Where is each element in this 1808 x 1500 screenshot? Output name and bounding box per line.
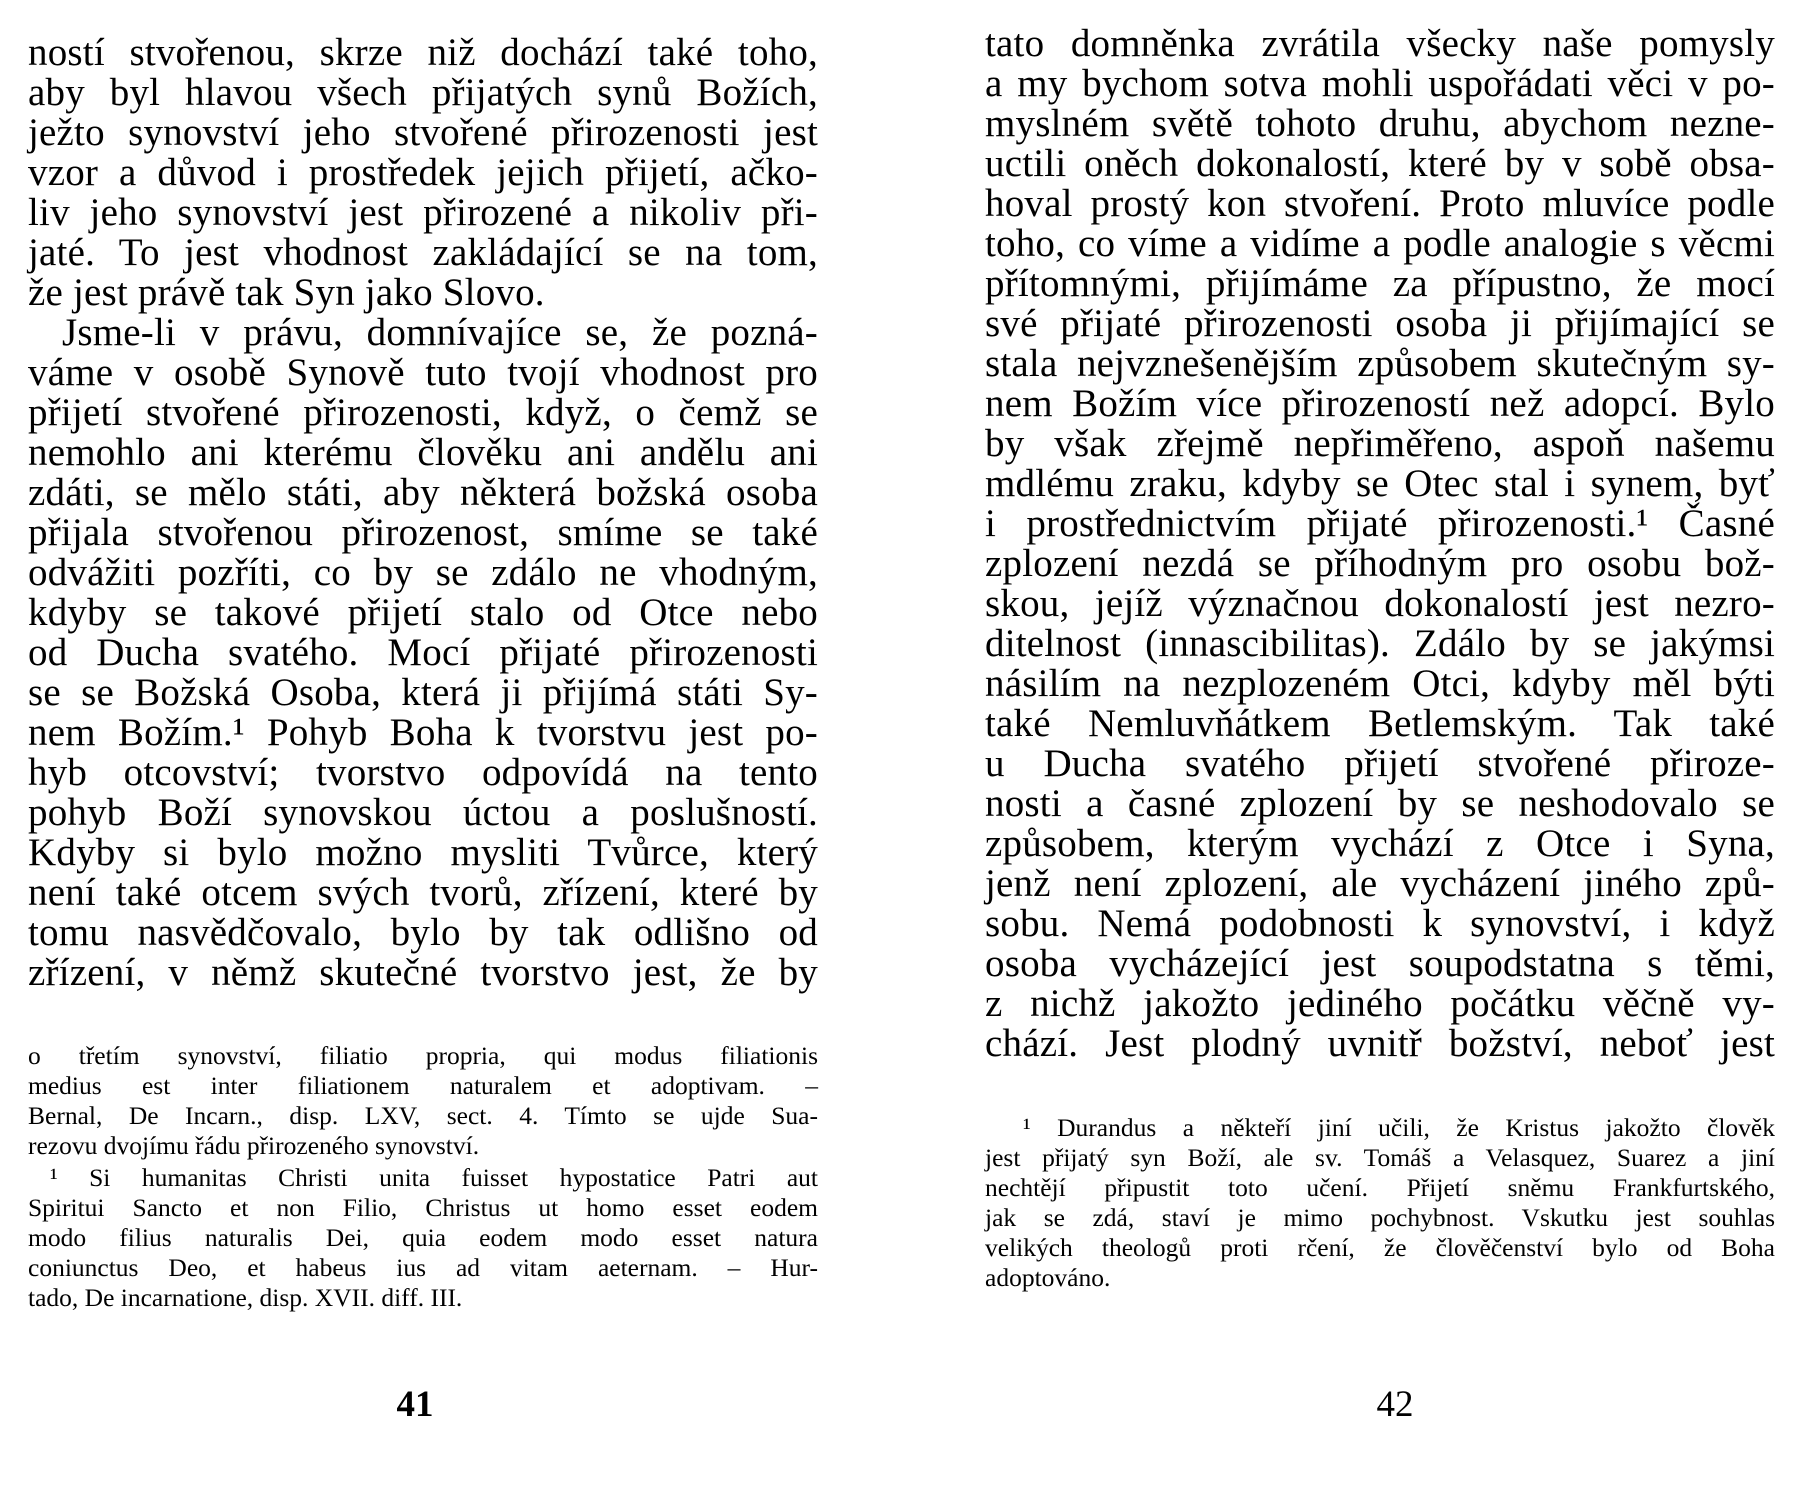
- body-line: hoval prostý kon stvoření. Proto mluvíce podle: [985, 182, 1775, 225]
- body-line: vzor a důvod i prostředek jejich přijetí, ačko-: [28, 151, 818, 194]
- body-line: chází. Jest plodný uvnitř božství, neboť jest: [985, 1022, 1775, 1065]
- body-line: násilím na nezplozeném Otci, kdyby měl býti: [985, 662, 1775, 705]
- body-line: sobu. Nemá podobnosti k synovství, i když: [985, 902, 1775, 945]
- footnote-first-line: ¹ Si humanitas Christi unita fuisset hypostatice Patri aut: [50, 1163, 818, 1192]
- footnote-first-line: ¹ Durandus a někteří jiní učili, že Kristus jakožto člověk: [1023, 1113, 1775, 1142]
- body-line: hyb otcovství; tvorstvo odpovídá na tento: [28, 751, 818, 794]
- footnote-line: jest přijatý syn Boží, ale sv. Tomáš a Velasquez, Suarez a jiní: [985, 1143, 1775, 1172]
- body-line: nem Božím více přirozeností než adopcí. Bylo: [985, 382, 1775, 425]
- body-line: mdlému zraku, kdyby se Otec stal i synem, byť: [985, 462, 1775, 505]
- body-line: ditelnost (innascibilitas). Zdálo by se jakýmsi: [985, 622, 1775, 665]
- body-line: aby byl hlavou všech přijatých synů Božích,: [28, 71, 818, 114]
- body-line: Kdyby si bylo možno mysliti Tvůrce, který: [28, 831, 818, 874]
- body-line: odvážiti pozříti, co by se zdálo ne vhodným,: [28, 551, 818, 594]
- body-line: by však zřejmě nepřiměřeno, aspoň našemu: [985, 422, 1775, 465]
- body-line: pohyb Boží synovskou úctou a poslušností.: [28, 791, 818, 834]
- footnote-line: tado, De incarnatione, disp. XVII. diff. III.: [28, 1283, 463, 1312]
- body-line: přijetí stvořené přirozenosti, když, o čemž se: [28, 391, 818, 434]
- body-line: u Ducha svatého přijetí stvořené přiroze-: [985, 742, 1775, 785]
- body-line: myslném světě tohoto druhu, abychom nezne-: [985, 102, 1775, 145]
- footnote-line: Spiritui Sancto et non Filio, Christus ut homo esset eodem: [28, 1193, 818, 1222]
- body-line: ježto synovství jeho stvořené přirozenosti jest: [28, 111, 818, 154]
- body-line: nosti a časné zplození by se neshodovalo se: [985, 782, 1775, 825]
- body-line: od Ducha svatého. Mocí přijaté přirozenosti: [28, 631, 818, 674]
- footnote-line: velikých theologů proti rčení, že člověčenství bylo od Boha: [985, 1233, 1775, 1262]
- body-line: zřízení, v němž skutečné tvorstvo jest, že by: [28, 951, 818, 994]
- page-number-left: 41: [396, 1384, 434, 1425]
- body-line: toho, co víme a vidíme a podle analogie s věcmi: [985, 222, 1775, 265]
- body-line: tato domněnka zvrátila všecky naše pomysly: [985, 22, 1775, 65]
- body-line: své přijaté přirozenosti osoba ji přijímající se: [985, 302, 1775, 345]
- body-line: tomu nasvědčovalo, bylo by tak odlišno od: [28, 911, 818, 954]
- body-line: uctili oněch dokonalostí, které by v sobě obsa-: [985, 142, 1775, 185]
- footnote-line: Bernal, De Incarn., disp. LXV, sect. 4. Tímto se ujde Sua-: [28, 1101, 818, 1130]
- body-line: že jest právě tak Syn jako Slovo.: [28, 271, 545, 314]
- body-line: nemohlo ani kterému člověku ani andělu ani: [28, 431, 818, 474]
- footnote-line: modo filius naturalis Dei, quia eodem modo esset natura: [28, 1223, 818, 1252]
- body-line: a my bychom sotva mohli uspořádati věci v po-: [985, 62, 1775, 105]
- body-line: také Nemluvňátkem Betlemským. Tak také: [985, 702, 1775, 745]
- body-line: z nichž jakožto jediného počátku věčně vy-: [985, 982, 1775, 1025]
- body-line: ností stvořenou, skrze niž dochází také toho,: [28, 31, 818, 74]
- footnote-line: jak se zdá, staví je mimo pochybnost. Vskutku jest souhlas: [985, 1203, 1775, 1232]
- body-line: způsobem, kterým vychází z Otce i Syna,: [985, 822, 1775, 865]
- footnote-line: coniunctus Deo, et habeus ius ad vitam aeternam. – Hur-: [28, 1253, 818, 1282]
- body-line: zplození nezdá se příhodným pro osobu bož-: [985, 542, 1775, 585]
- footnote-line: rezovu dvojímu řádu přirozeného synovství.: [28, 1131, 480, 1160]
- body-line: jenž není zplození, ale vycházení jiného způ-: [985, 862, 1775, 905]
- body-line: přítomnými, přijímáme za přípustno, že mocí: [985, 262, 1775, 305]
- body-line: jaté. To jest vhodnost zakládající se na tom,: [28, 231, 818, 274]
- body-line: váme v osobě Synově tuto tvojí vhodnost pro: [28, 351, 818, 394]
- body-line: kdyby se takové přijetí stalo od Otce nebo: [28, 591, 818, 634]
- body-line: stala nejvznešenějším způsobem skutečným sy-: [985, 342, 1775, 385]
- body-line: i prostřednictvím přijaté přirozenosti.¹ Časné: [985, 502, 1775, 545]
- body-line: liv jeho synovství jest přirozené a nikoliv při-: [28, 191, 818, 234]
- footnote-line: nechtějí připustit toto učení. Přijetí sněmu Frankfurtského,: [985, 1173, 1775, 1202]
- body-line: skou, jejíž význačnou dokonalostí jest nezro-: [985, 582, 1775, 625]
- body-line: přijala stvořenou přirozenost, smíme se také: [28, 511, 818, 554]
- footnote-line: o třetím synovství, filiatio propria, qui modus filiationis: [28, 1041, 818, 1070]
- body-line: nem Božím.¹ Pohyb Boha k tvorstvu jest po-: [28, 711, 818, 754]
- footnote-line: medius est inter filiationem naturalem et adoptivam. –: [28, 1071, 818, 1100]
- body-line: se se Božská Osoba, která ji přijímá státi Sy-: [28, 671, 818, 714]
- page-number-right: 42: [1376, 1384, 1414, 1425]
- paragraph-first-line: Jsme-li v právu, domnívajíce se, že pozná-: [62, 311, 818, 354]
- footnote-line: adoptováno.: [985, 1263, 1111, 1292]
- body-line: osoba vycházející jest soupodstatna s těmi,: [985, 942, 1775, 985]
- body-line: není také otcem svých tvorů, zřízení, které by: [28, 871, 818, 914]
- body-line: zdáti, se mělo státi, aby některá božská osoba: [28, 471, 818, 514]
